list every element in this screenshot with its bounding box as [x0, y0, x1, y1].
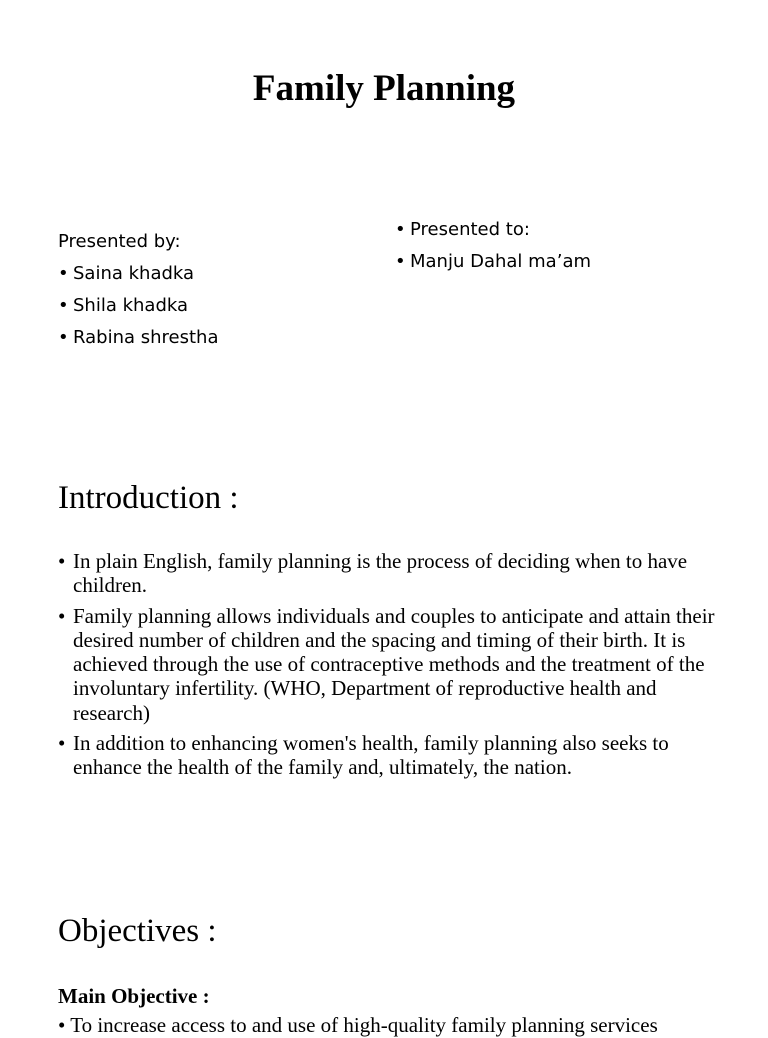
introduction-heading: Introduction :: [58, 480, 239, 516]
list-item: • In plain English, family planning is the process of deciding when to have children.: [58, 549, 738, 598]
objectives-heading: Objectives :: [58, 913, 217, 949]
presenter-name: • Saina khadka: [58, 263, 195, 284]
main-objective-text: • To increase access to and use of high-quality family planning services: [58, 1013, 658, 1037]
presented-by-label: Presented by:: [58, 231, 181, 252]
presenter-name: • Shila khadka: [58, 295, 189, 316]
presented-to-section: [395, 214, 735, 278]
page-title: Family Planning: [252, 68, 516, 109]
main-objective-label: Main Objective :: [58, 984, 210, 1008]
list-item: • Family planning allows individuals and couples to anticipate and attain their desired number of children and the spacing and timing of their birth. It is achieved through the use of contraceptive methods and the treatment of the involuntary infertility. (WHO, Department of reproductive health and research): [58, 604, 738, 725]
presented-by-section: [58, 226, 358, 354]
list-item: • In addition to enhancing women's health, family planning also seeks to enhance the health of the family and, ultimately, the nation.: [58, 731, 738, 780]
presented-to-name: • Manju Dahal ma’am: [395, 251, 592, 272]
presenter-name: • Rabina shrestha: [58, 327, 219, 348]
introduction-list: [58, 549, 738, 786]
presented-to-label: • Presented to:: [395, 219, 530, 240]
